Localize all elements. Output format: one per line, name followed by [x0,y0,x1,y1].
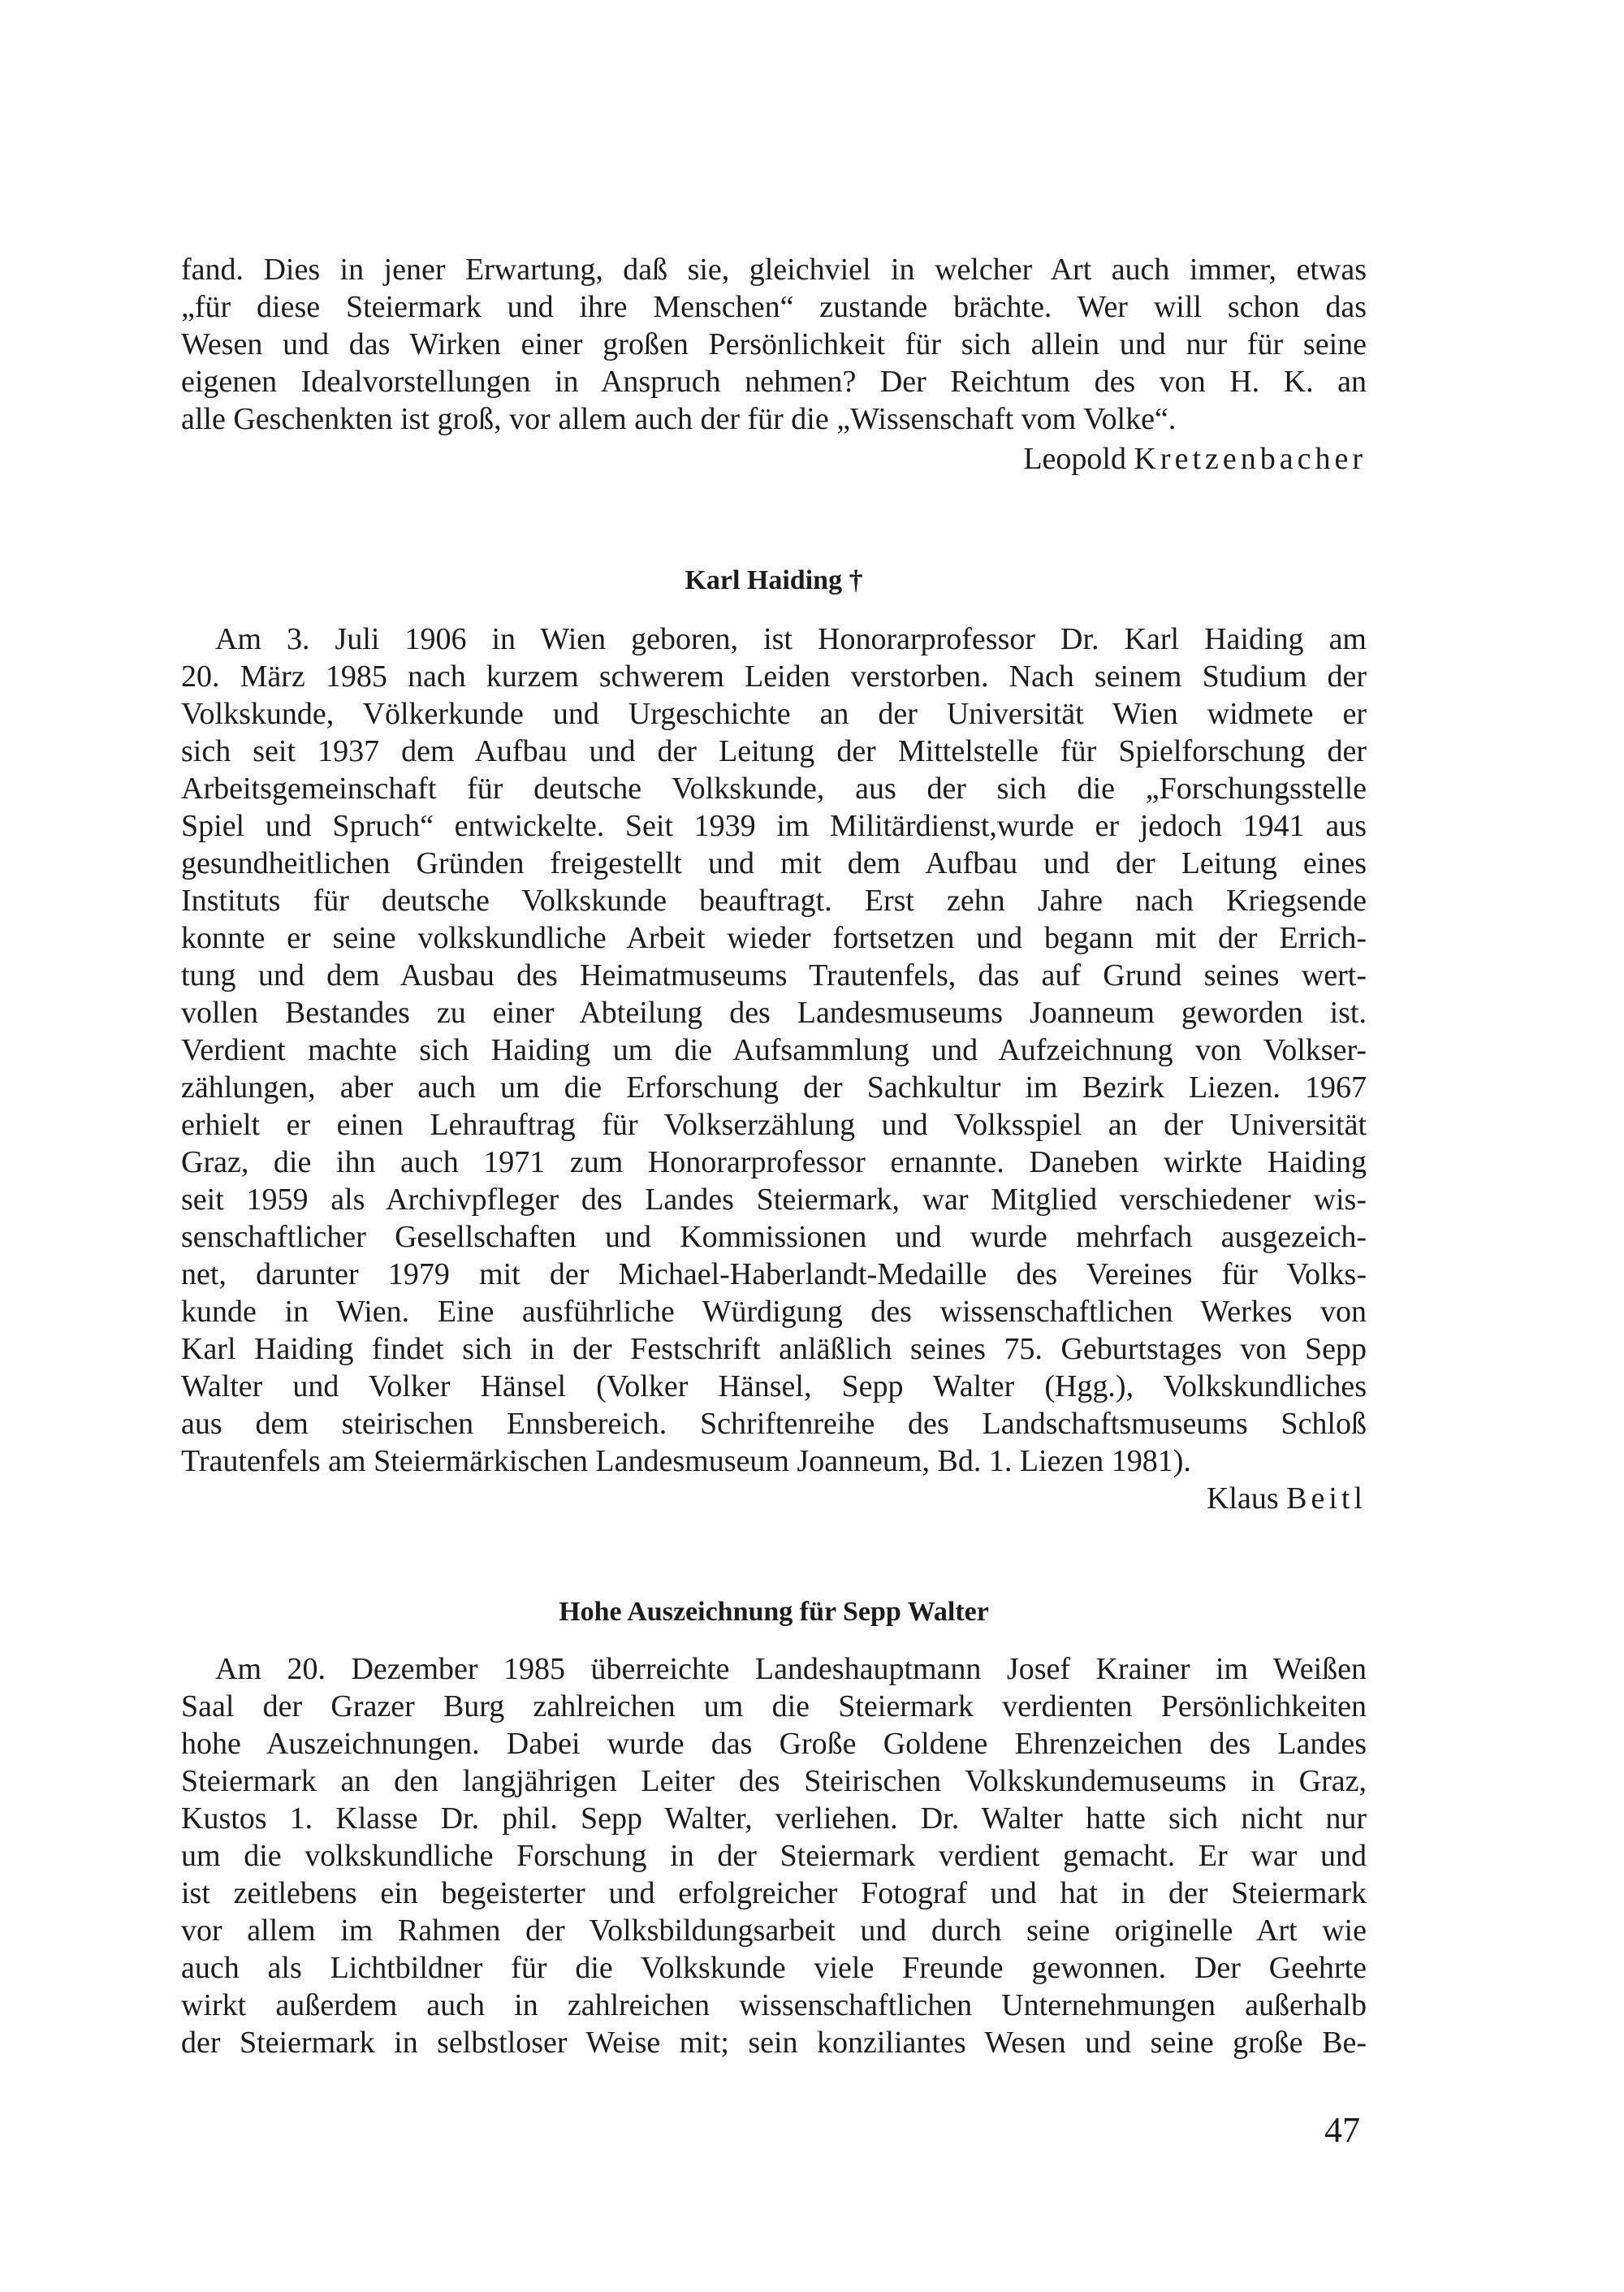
paragraph-previous-article [181,251,1367,438]
text-line: Verdient machte sich Haiding um die Aufsammlung und Aufzeichnung von Volkser- [181,1033,1367,1067]
text-line: vor allem im Rahmen der Volksbildungsarbeit und durch seine originelle Art wie [181,1914,1367,1948]
text-line: ist zeitlebens ein begeisterter und erfolgreicher Fotograf und hat in der Steiermark [181,1876,1367,1910]
text-line: wirkt außerdem auch in zahlreichen wissenschaftlichen Unternehmungen außerhalb [181,1988,1367,2022]
author-first-name: Leopold [1023,442,1126,476]
text-line: Arbeitsgemeinschaft für deutsche Volkskunde, aus der sich die „Forschungsstelle [181,772,1367,806]
text-line: 20. März 1985 nach kurzem schwerem Leiden verstorben. Nach seinem Studium der [181,659,1367,694]
text-line: kunde in Wien. Eine ausführliche Würdigung des wissenschaftlichen Werkes von [181,1295,1367,1329]
text-line: aus dem steirischen Ennsbereich. Schriftenreihe des Landschaftsmuseums Schloß [181,1407,1367,1441]
text-line: „für diese Steiermark und ihre Menschen“ zustande brächte. Wer will schon das [181,290,1367,324]
section-heading-sepp-walter: Hohe Auszeichnung für Sepp Walter [559,1597,989,1627]
text-line: Karl Haiding findet sich in der Festschrift anläßlich seines 75. Geburtstages von Sepp [181,1332,1367,1366]
text-line: Graz, die ihn auch 1971 zum Honorarprofessor ernannte. Daneben wirkte Haiding [181,1145,1367,1179]
text-line: erhielt er einen Lehrauftrag für Volkserzählung und Volksspiel an der Universität [181,1108,1367,1142]
author-first-name: Klaus [1206,1481,1279,1516]
text-line: konnte er seine volkskundliche Arbeit wieder fortsetzen und begann mit der Errich- [181,921,1367,955]
text-line: Spiel und Spruch“ entwickelte. Seit 1939 im Militärdienst,wurde er jedoch 1941 aus [181,809,1367,843]
text-line: gesundheitlichen Gründen freigestellt und mit dem Aufbau und der Leitung eines [181,846,1367,880]
author-last-name: Kretzenbacher [1134,442,1367,476]
text-line: Trautenfels am Steiermärkischen Landesmuseum Joanneum, Bd. 1. Liezen 1981). [181,1444,1191,1478]
author-signature-kretzenbacher [1023,440,1367,478]
paragraph-sepp-walter [181,1650,1367,2061]
author-last-name: Beitl [1286,1481,1367,1516]
text-line: net, darunter 1979 mit der Michael-Haberlandt-Medaille des Vereines für Volks- [181,1257,1367,1291]
text-line: Wesen und das Wirken einer großen Persönlichkeit für sich allein und nur für seine [181,327,1367,361]
text-line: fand. Dies in jener Erwartung, daß sie, gleichviel in welcher Art auch immer, etwas [181,253,1367,287]
page-number: 47 [1324,2110,1360,2150]
text-line: Walter und Volker Hänsel (Volker Hänsel, Sepp Walter (Hgg.), Volkskundliches [181,1369,1367,1403]
text-line: tung und dem Ausbau des Heimatmuseums Trautenfels, das auf Grund seines wert- [181,958,1367,992]
text-line: Am 20. Dezember 1985 überreichte Landeshauptmann Josef Krainer im Weißen [215,1652,1367,1686]
text-line: eigenen Idealvorstellungen in Anspruch nehmen? Der Reichtum des von H. K. an [181,365,1367,399]
text-line: um die volkskundliche Forschung in der Steiermark verdient gemacht. Er war und [181,1839,1367,1873]
text-line: Saal der Grazer Burg zahlreichen um die Steiermark verdienten Persönlichkeiten [181,1689,1367,1723]
author-signature-beitl [1207,1480,1367,1517]
text-line: Am 3. Juli 1906 in Wien geboren, ist Honorarprofessor Dr. Karl Haiding am [215,622,1367,656]
section-heading-karl-haiding: Karl Haiding † [685,565,863,595]
text-line: alle Geschenkten ist groß, vor allem auch der für die „Wissenschaft vom Volke“. [181,402,1177,436]
text-line: auch als Lichtbildner für die Volkskunde viele Freunde gewonnen. Der Geehrte [181,1951,1367,1985]
text-line: Instituts für deutsche Volkskunde beauftragt. Erst zehn Jahre nach Kriegsende [181,884,1367,918]
text-line: Volkskunde, Völkerkunde und Urgeschichte an der Universität Wien widmete er [181,697,1367,731]
paragraph-karl-haiding [181,621,1367,1480]
text-line: der Steiermark in selbstloser Weise mit; sein konziliantes Wesen und seine große Be- [181,2026,1367,2060]
text-line: Kustos 1. Klasse Dr. phil. Sepp Walter, verliehen. Dr. Walter hatte sich nicht nur [181,1801,1367,1836]
text-line: Steiermark an den langjährigen Leiter des Steirischen Volkskundemuseums in Graz, [181,1764,1367,1798]
text-line: sich seit 1937 dem Aufbau und der Leitung der Mittelstelle für Spielforschung der [181,734,1367,768]
text-line: hohe Auszeichnungen. Dabei wurde das Große Goldene Ehrenzeichen des Landes [181,1727,1367,1761]
text-line: senschaftlicher Gesellschaften und Kommissionen und wurde mehrfach ausgezeich- [181,1220,1367,1254]
text-line: vollen Bestandes zu einer Abteilung des Landesmuseums Joanneum geworden ist. [181,996,1367,1030]
text-line: seit 1959 als Archivpfleger des Landes Steiermark, war Mitglied verschiedener wis- [181,1183,1367,1217]
text-line: zählungen, aber auch um die Erforschung der Sachkultur im Bezirk Liezen. 1967 [181,1070,1367,1105]
